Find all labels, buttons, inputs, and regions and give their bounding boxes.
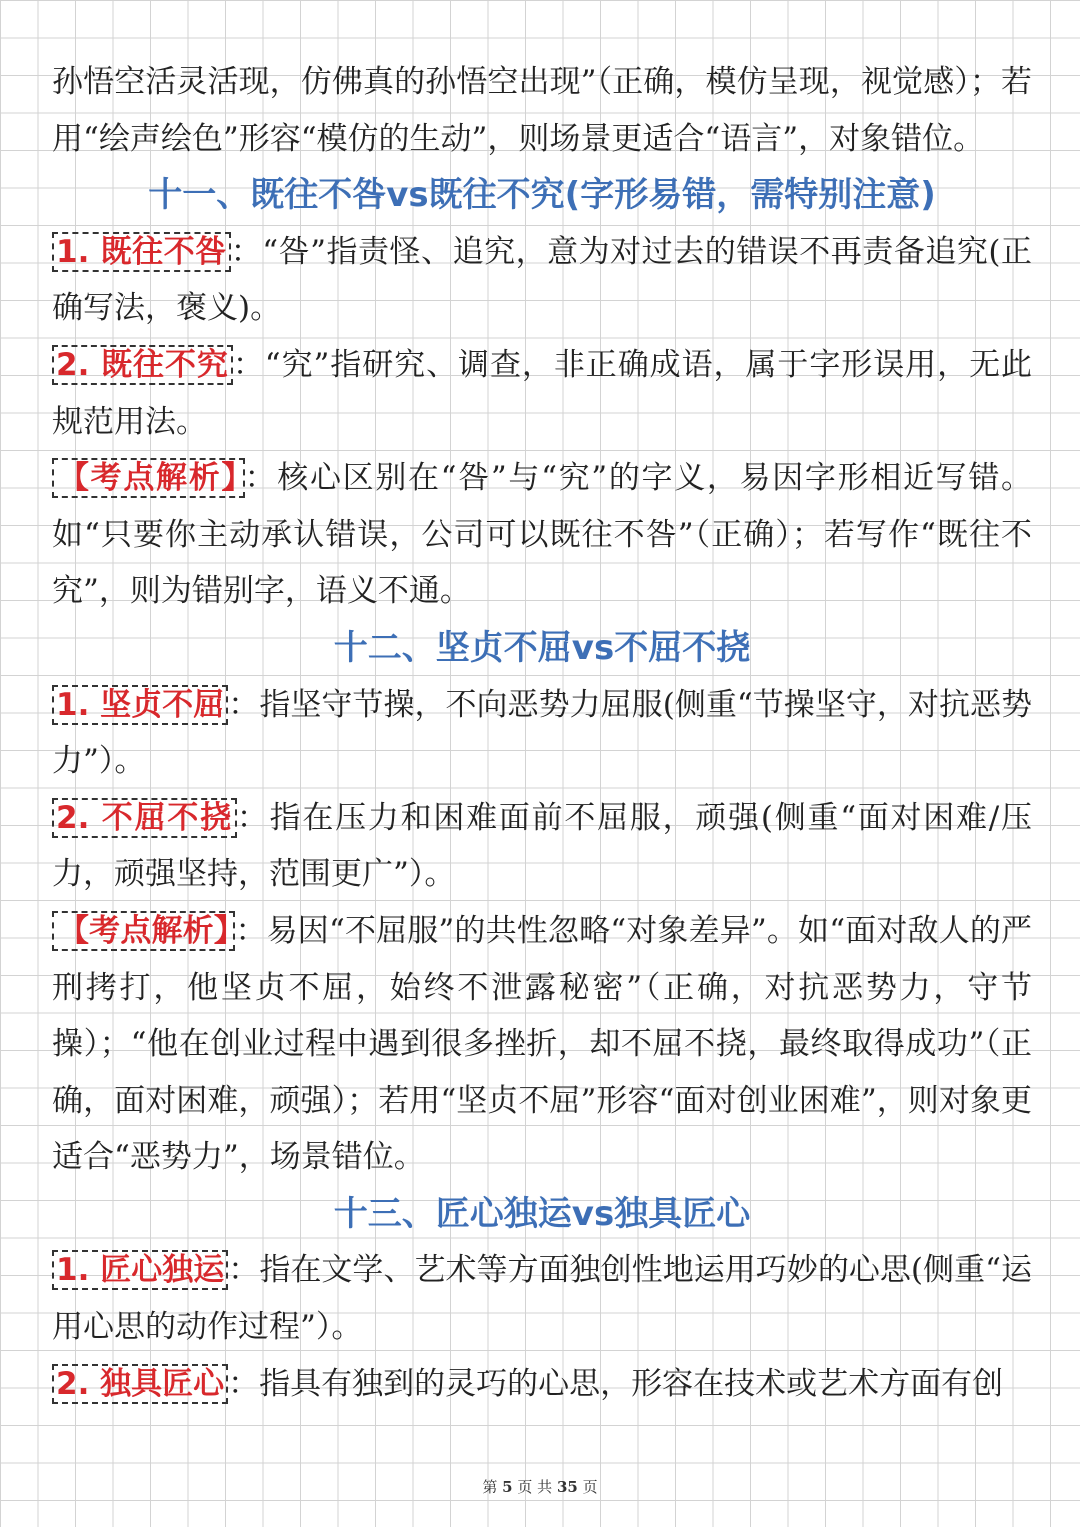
- analysis-tag: 【考点解析】: [52, 911, 235, 951]
- section-12-item-1: [52, 677, 1032, 790]
- page-footer: [0, 1476, 1080, 1497]
- section-12-title: 十二、坚贞不屈vs不屈不挠: [333, 627, 751, 668]
- term-definition: ：指坚守节操，不向恶势力屈服(侧重“节操坚守，对抗恶势力”）。: [52, 686, 1032, 780]
- term-label: 1. 坚贞不屈: [52, 685, 228, 725]
- section-13-item-1: [52, 1242, 1032, 1355]
- page-content: [52, 54, 1032, 1412]
- section-11-analysis: [52, 450, 1032, 620]
- section-12-analysis: [52, 903, 1032, 1186]
- section-11-item-2: [52, 337, 1032, 450]
- intro-paragraph: [52, 54, 1032, 167]
- footer-suffix: 页: [582, 1478, 598, 1496]
- term-definition: ：“究”指研究、调查，非正确成语，属于字形误用，无此规范用法。: [52, 346, 1033, 440]
- section-13-title: 十三、匠心独运vs独具匠心: [333, 1193, 751, 1234]
- term-definition: ：指具有独到的灵巧的心思，形容在技术或艺术方面有创: [228, 1365, 1004, 1402]
- footer-page-number: 5: [502, 1478, 513, 1496]
- term-definition: ：“咎”指责怪、追究，意为对过去的错误不再责备追究(正确写法，褒义)。: [52, 233, 1032, 327]
- footer-mid: 页 共: [517, 1478, 553, 1496]
- term-label: 2. 不屈不挠: [52, 798, 237, 838]
- section-12-item-2: [52, 790, 1032, 903]
- intro-text: 孙悟空活灵活现，仿佛真的孙悟空出现”（正确，模仿呈现，视觉感）；若用“绘声绘色”形容“模仿的生动”，则场景更适合“语言”，对象错位。: [52, 64, 1032, 157]
- analysis-text: ：易因“不屈服”的共性忽略“对象差异”。如“面对敌人的严刑拷打，他坚贞不屈，始终不泄露秘密”（正确，对抗恶势力，守节操）；“他在创业过程中遇到很多挫折，却不屈不挠，最终取得成功”（正确，面对困难，顽强）；若用“坚贞不屈”形容“面对创业困难”，则对象更适合“恶势力”，场景错位。: [52, 912, 1033, 1176]
- section-11-item-1: [52, 224, 1032, 337]
- term-label: 2. 独具匠心: [52, 1364, 228, 1404]
- term-label: 1. 既往不咎: [52, 232, 231, 272]
- term-definition: ：指在压力和困难面前不屈服，顽强(侧重“面对困难/压力，顽强坚持，范围更广”）。: [52, 799, 1032, 893]
- analysis-text: ：核心区别在“咎”与“究”的字义，易因字形相近写错。如“只要你主动承认错误，公司可以既往不咎”（正确）；若写作“既往不究”，则为错别字，语义不通。: [52, 460, 1033, 610]
- footer-total-pages: 35: [556, 1478, 578, 1496]
- section-13-item-2: [52, 1356, 1032, 1413]
- term-definition: ：指在文学、艺术等方面独创性地运用巧妙的心思(侧重“运用心思的动作过程”）。: [52, 1252, 1032, 1346]
- term-label: 1. 匠心独运: [52, 1250, 228, 1290]
- footer-prefix: 第: [482, 1478, 498, 1496]
- term-label: 2. 既往不究: [52, 345, 233, 385]
- analysis-tag: 【考点解析】: [52, 458, 245, 498]
- section-11-title: 十一、既往不咎vs既往不究(字形易错，需特别注意): [148, 175, 936, 216]
